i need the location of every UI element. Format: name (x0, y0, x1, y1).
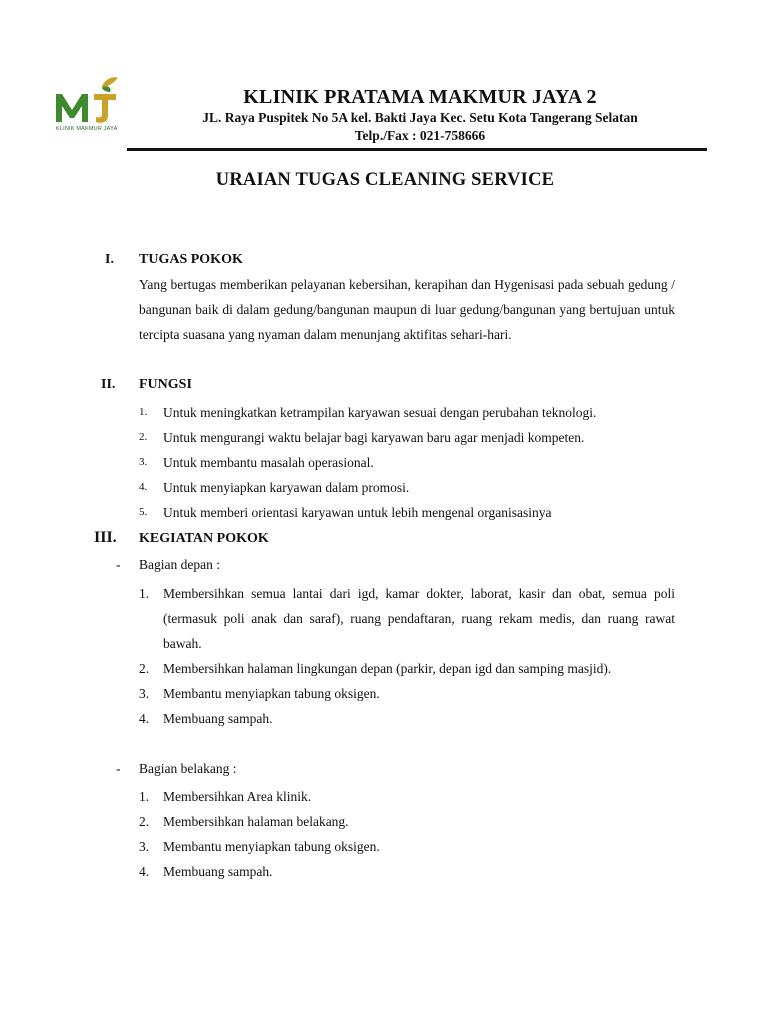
list-item: 2. Membersihkan halaman lingkungan depan (parkir, depan igd dan samping masjid). (139, 661, 612, 676)
clinic-phone: Telp./Fax : 021-758666 (354, 128, 486, 143)
list-item: 4. Untuk menyiapkan karyawan dalam promosi. (139, 480, 410, 495)
function-list (139, 400, 699, 525)
section-number: III. (94, 529, 117, 546)
letterhead-divider (127, 148, 707, 151)
list-item: 3. Membantu menyiapkan tabung oksigen. (139, 686, 380, 701)
list-item: 3. Membantu menyiapkan tabung oksigen. (139, 839, 380, 854)
document-title: URAIAN TUGAS CLEANING SERVICE (215, 170, 555, 190)
list-item: 5. Untuk memberi orientasi karyawan untuk lebih mengenal organisasinya (139, 505, 552, 520)
list-item: 1. Membersihkan Area klinik. (139, 789, 312, 804)
list-item: 3. Untuk membantu masalah operasional. (139, 455, 374, 470)
clinic-address: JL. Raya Puspitek No 5A kel. Bakti Jaya Kec. Setu Kota Tangerang Selatan (202, 110, 638, 125)
section-heading: TUGAS POKOK (139, 252, 243, 267)
section-paragraph: Yang bertugas memberikan pelayanan kebersihan, kerapihan dan Hygenisasi pada sebuah gedung / bangunan baik di dalam gedung/bangunan maupun di luar gedung/bangunan yang bertujuan untuk tercipta suasana yang nyaman dalam menunjang aktifitas sehari-hari. (139, 277, 675, 342)
list-item: 1. Membersihkan semua lantai dari igd, kamar dokter, laborat, kasir dan obat, semua poli (termasuk poli anak dan saraf), ruang pendaftaran, ruang rekam medis, dan ruang rawat bawah. (139, 586, 675, 651)
list-item: 4. Membuang sampah. (139, 711, 273, 726)
clinic-name: KLINIK PRATAMA MAKMUR JAYA 2 (243, 86, 597, 108)
logo-mark-icon (50, 76, 126, 128)
list-item: 1. Untuk meningkatkan ketrampilan karyawan sesuai dengan perubahan teknologi. (139, 405, 597, 420)
section-heading: KEGIATAN POKOK (139, 531, 269, 546)
activity-list (139, 581, 675, 731)
document-page: KLINIK MAKMUR JAYA KLINIK PRATAMA MAKMUR JAYA 2 JL. Raya Puspitek No 5A kel. Bakti Jaya Kec. Setu Kota Tangerang Selatan Telp./Fax : 021-758666 URAIAN TUGAS CLEANING SERVICE I. TUGAS POKOK Yang bertugas memberikan pelayanan kebersihan, kerapihan dan Hygenisasi pada sebuah gedung / bangunan baik di dalam gedung/bangunan maupun di luar gedung/bangunan yang bertujuan untuk tercipta suasana yang nyaman dalam menunjang aktifitas sehari-hari. II. FUNGSI 1. Untuk meningkatkan ketrampilan karyawan sesuai dengan perubahan teknologi. 2. Untuk mengurangi waktu belajar bagi karyawan baru agar menjadi kompeten. 3. Untuk membantu masalah operasional. 4. Untuk menyiapkan karyawan dalam promosi. 5. Untuk memberi orientasi karyawan untuk lebih mengenal organisasinya III. KEGIATAN POKOK - Bagian depan : 1. Membersihkan semua lantai dari igd, kamar dokter, laborat, kasir dan obat, semua poli (termasuk poli anak dan saraf), ruang pendaftaran, ruang rekam medis, dan ruang rawat bawah. 2. Membersihkan halaman lingkungan depan (parkir, depan igd dan samping masjid). 3. Membantu menyiapkan tabung oksigen. 4. Membuang sampah. - Bagian belakang : 1. Membersihkan Area klinik. 2. Membersihkan halaman belakang. 3. Membantu menyiapkan tabung oksigen. 4. Membuang sampah. (0, 0, 768, 1024)
logo-text: KLINIK MAKMUR JAYA (56, 126, 118, 132)
list-item: 2. Untuk mengurangi waktu belajar bagi karyawan baru agar menjadi kompeten. (139, 430, 585, 445)
section-number: II. (101, 377, 116, 392)
section-number: I. (105, 252, 114, 267)
section-heading: FUNGSI (139, 377, 192, 392)
list-item: 2. Membersihkan halaman belakang. (139, 814, 349, 829)
activity-list (139, 784, 675, 884)
list-item: 4. Membuang sampah. (139, 864, 273, 879)
